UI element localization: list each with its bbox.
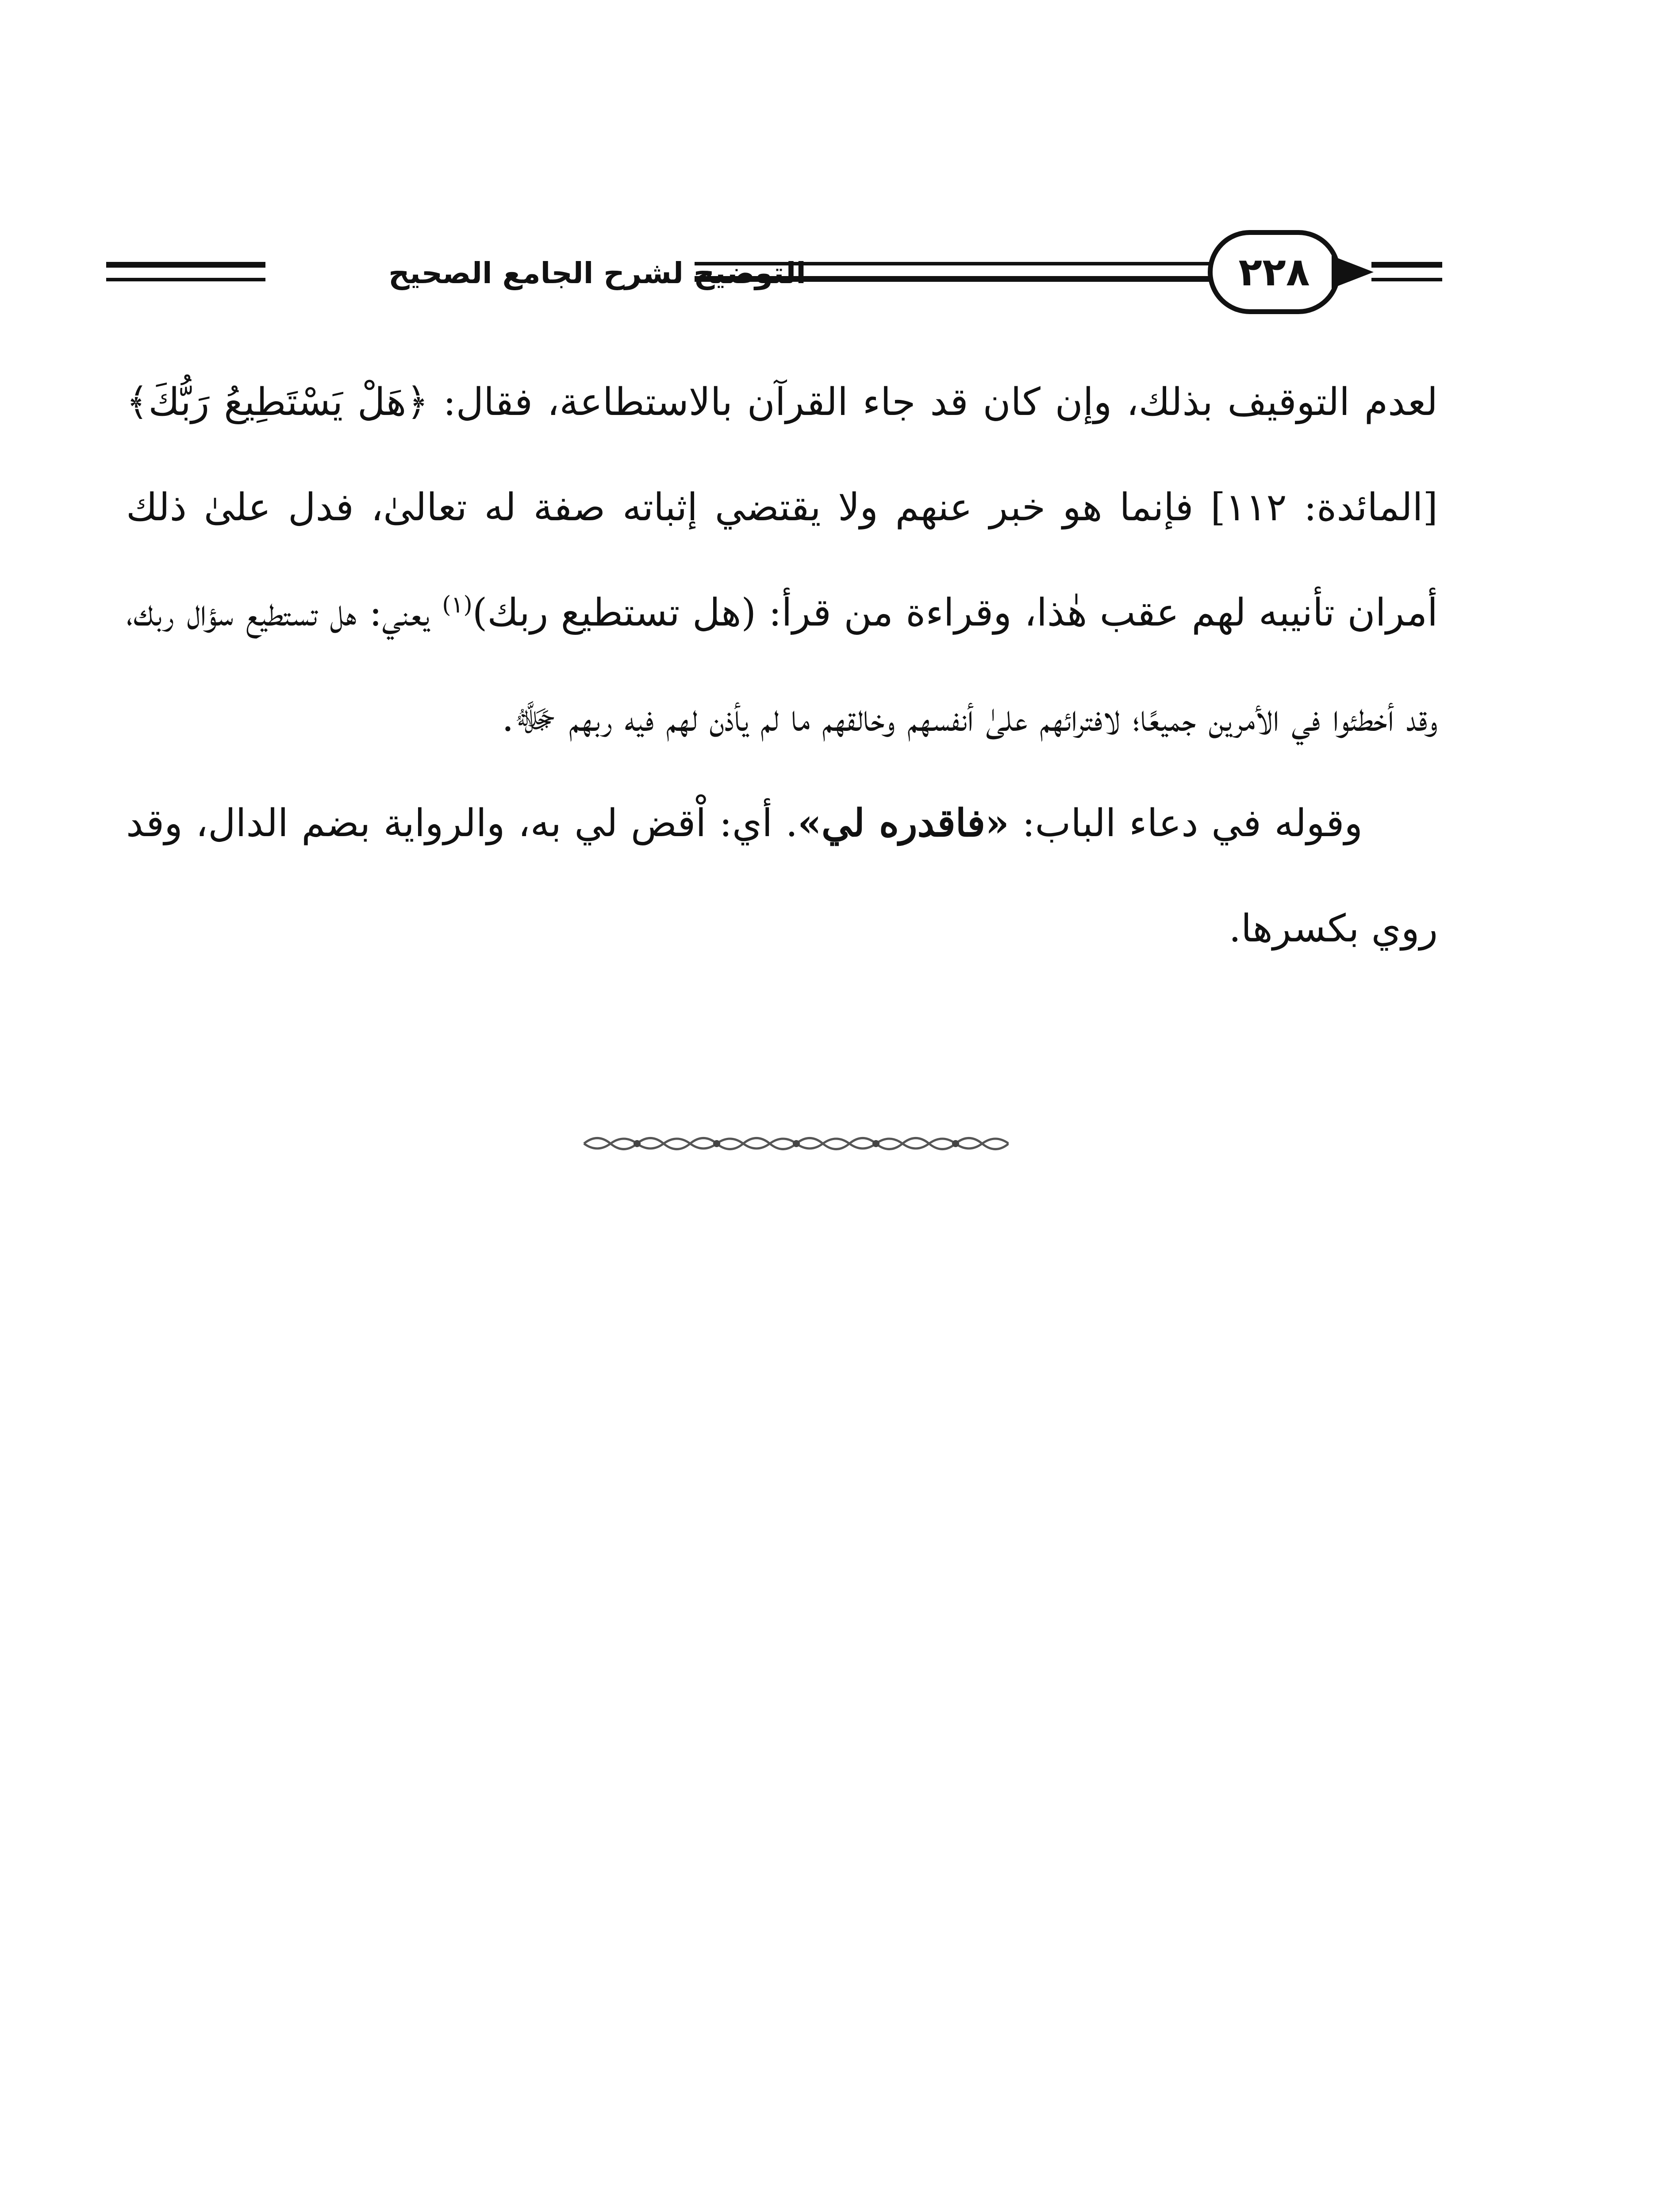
paragraph-1-part-a: لعدم التوقيف بذلك، وإن كان قد جاء القرآن بالاستطاعة، فقال: ﴿هَلْ يَسْتَطِيعُ رَبُّكَ﴾ [المائدة: ١١٢] فإنما هو خبر عنهم ولا يقتضي إثباته صفة له تعالىٰ، فدل علىٰ ذلك أمران تأنيبه لهم عقب هٰذا، وقراءة من قرأ: (هل تستطيع ربك): [126, 380, 1438, 635]
running-header: [106, 221, 1442, 332]
paragraph-1-part-b: يعني: هل تستطيع سؤال ربك، وقد أخطئوا في الأمرين جميعًا؛ لافترائهم علىٰ أنفسهم وخالقهم ما لم يأذن لهم فيه ربهم ﷻ.: [126, 591, 1438, 740]
badge-arrow-icon: [1332, 256, 1374, 288]
header-rule-middle-top: [695, 262, 1212, 265]
quoted-phrase: «فاقدره لي»: [798, 801, 1009, 845]
page-number-badge: [1208, 230, 1340, 314]
paragraph-2-part-a: وقوله في دعاء الباب:: [1009, 801, 1363, 845]
header-rule-middle-bottom: [695, 276, 1212, 282]
running-title: التوضيح لشرح الجامع الصحيح: [388, 256, 806, 290]
header-rule-left-bottom: [106, 278, 265, 281]
header-rule-right-bottom: [1371, 278, 1442, 281]
paragraph-2-part-b: . أي: اْقض لي به، والرواية بضم الدال، وقد روي بكسرها.: [126, 801, 1438, 951]
header-rule-left-top: [106, 262, 265, 268]
footnote-reference[interactable]: (١): [442, 591, 472, 618]
page-number: ٢٢٨: [1238, 249, 1310, 295]
paragraph-1: [126, 349, 1438, 771]
ornament-divider-icon: [575, 1130, 1009, 1157]
header-rule-right-top: [1371, 262, 1442, 268]
paragraph-2: [126, 771, 1438, 981]
main-text: [126, 349, 1438, 981]
